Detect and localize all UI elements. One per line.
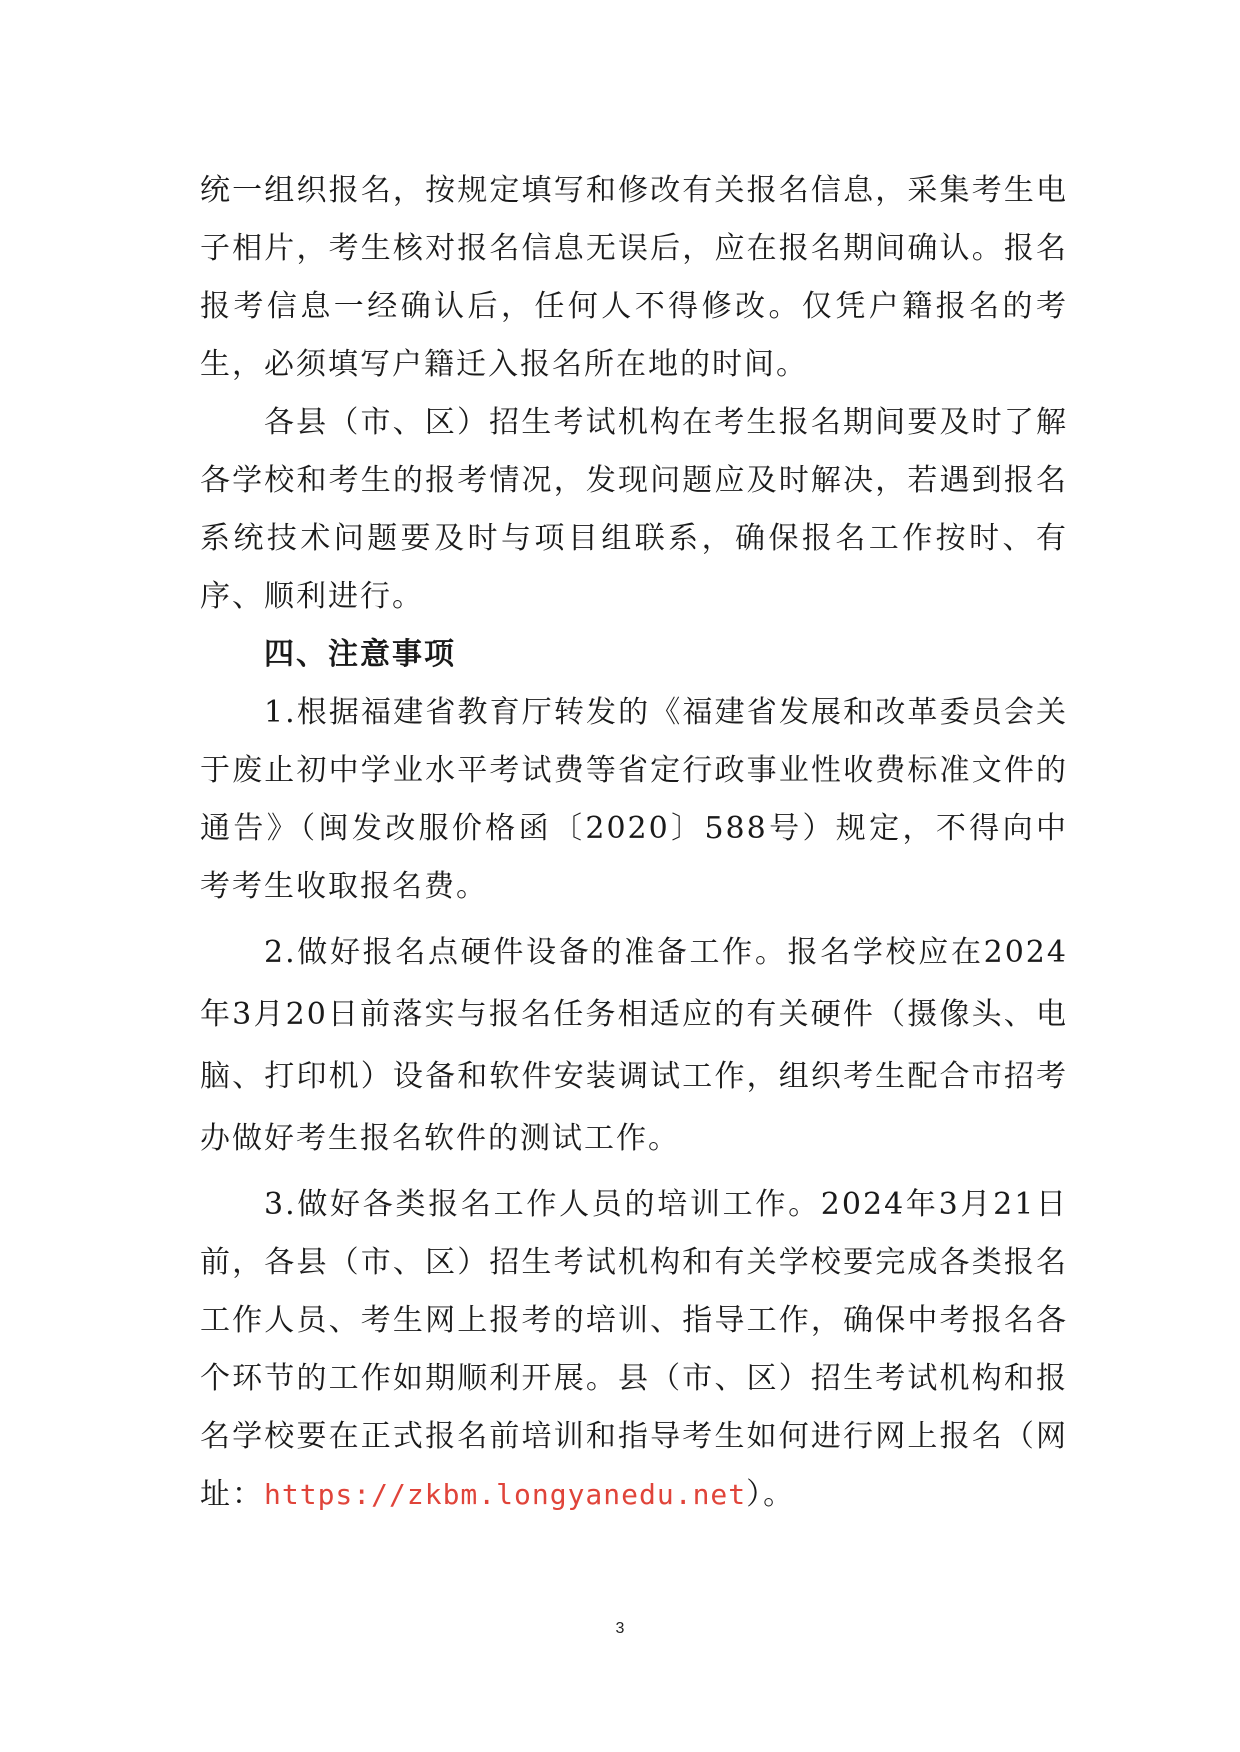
- note-item-3-closing: ）。: [746, 1477, 796, 1512]
- section-heading-notes: 四、注意事项: [264, 637, 456, 672]
- document-body: [200, 162, 1068, 1524]
- paragraph-registration-process: 统一组织报名，按规定填写和修改有关报名信息，采集考生电子相片，考生核对报名信息无误后，应在报名期间确认。报名报考信息一经确认后，任何人不得修改。仅凭户籍报名的考生，必须填写户籍迁入报名所在地的时间。: [200, 173, 1068, 382]
- note-item-3: [200, 1176, 1068, 1524]
- registration-url-link[interactable]: https://zkbm.longyanedu.net: [264, 1478, 747, 1511]
- page-number: 3: [615, 1620, 625, 1637]
- note-item-3-text: 3.做好各类报名工作人员的培训工作。2024年3月21日前，各县（市、区）招生考试机构和有关学校要完成各类报名工作人员、考生网上报考的培训、指导工作，确保中考报名各个环节的工作如期顺利开展。县（市、区）招生考试机构和报名学校要在正式报名前培训和指导考生如何进行网上报名（网址：: [200, 1187, 1068, 1512]
- paragraph-county-institutions: 各县（市、区）招生考试机构在考生报名期间要及时了解各学校和考生的报考情况，发现问题应及时解决，若遇到报名系统技术问题要及时与项目组联系，确保报名工作按时、有序、顺利进行。: [200, 405, 1068, 614]
- note-item-2: 2.做好报名点硬件设备的准备工作。报名学校应在2024年3月20日前落实与报名任务相适应的有关硬件（摄像头、电脑、打印机）设备和软件安装调试工作，组织考生配合市招考办做好考生报名软件的测试工作。: [200, 935, 1068, 1156]
- note-item-1: 1.根据福建省教育厅转发的《福建省发展和改革委员会关于废止初中学业水平考试费等省定行政事业性收费标准文件的通告》（闽发改服价格函〔2020〕588号）规定，不得向中考考生收取报名费。: [200, 695, 1068, 904]
